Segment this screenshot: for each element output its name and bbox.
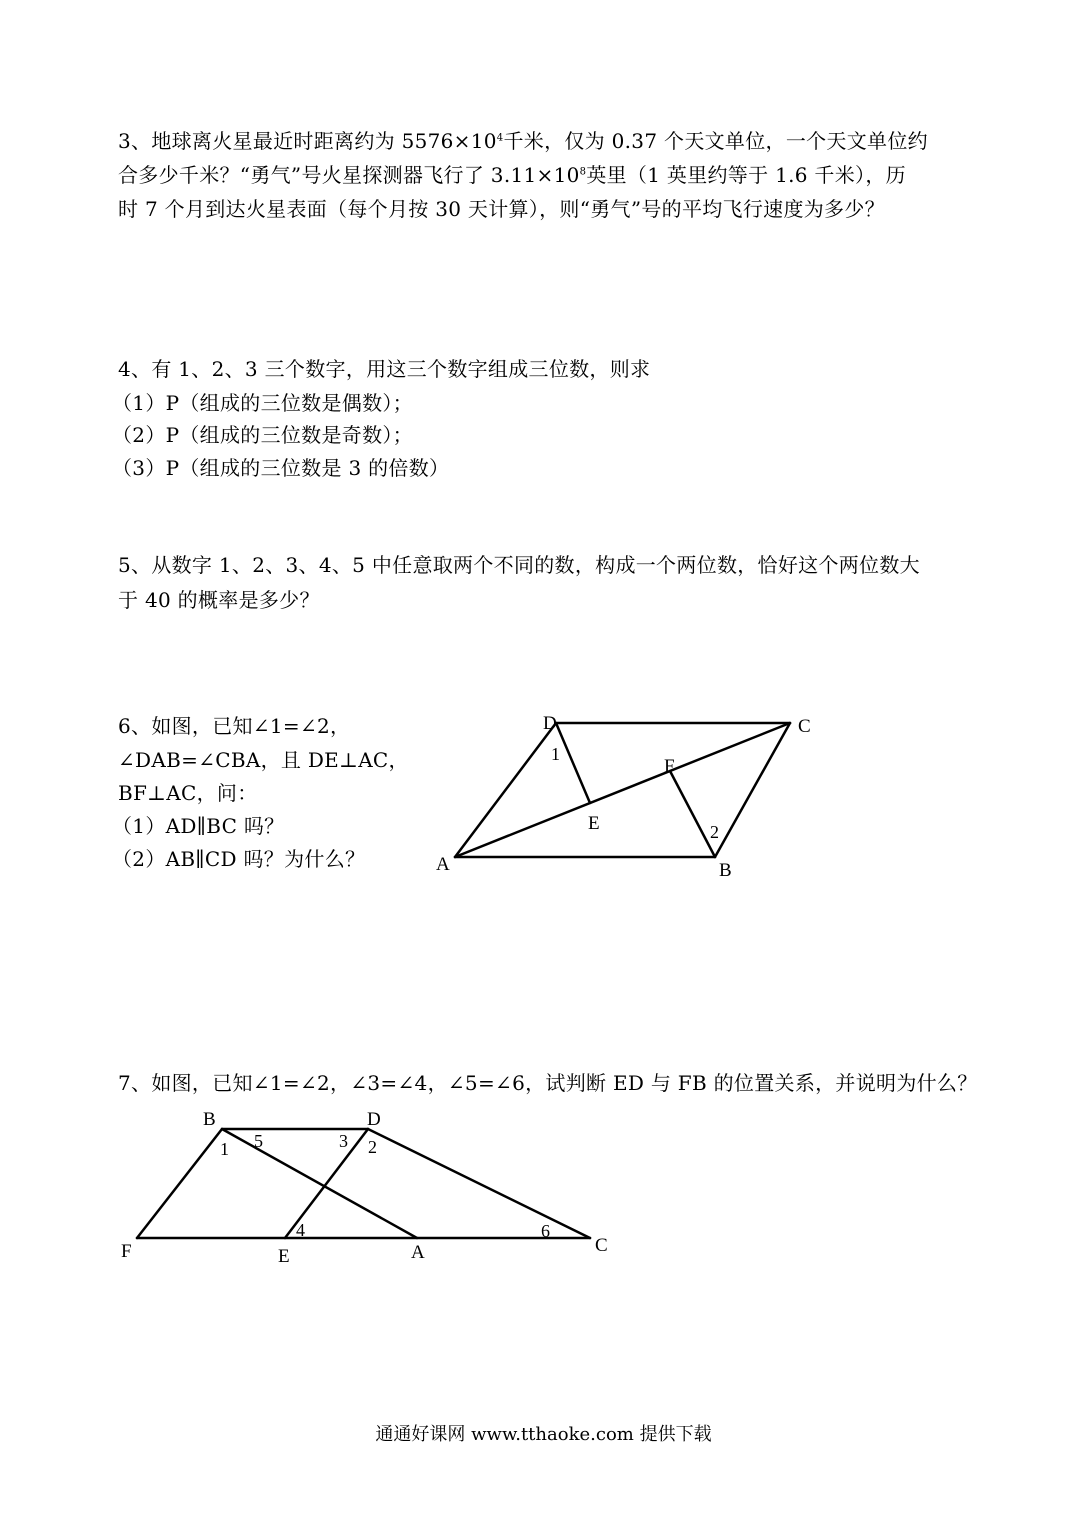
q6-label-F: F	[664, 756, 675, 777]
q6-label-B: B	[719, 860, 732, 881]
q3-line-2-b: 英里（1 英里约等于 1.6 千米），历	[586, 163, 906, 187]
q6-label-A: A	[436, 854, 450, 875]
q7-label-angle-4: 4	[296, 1220, 305, 1240]
q4-part-1: （1）P（组成的三位数是偶数）；	[112, 391, 413, 415]
q6-segment-BF	[670, 771, 715, 857]
q6-part-2: （2）AB∥CD 吗？为什么？	[112, 847, 366, 871]
q7-figure	[137, 1129, 590, 1238]
q4-part-3: （3）P（组成的三位数是 3 的倍数）	[112, 456, 450, 480]
q7-label-C: C	[595, 1235, 608, 1256]
q6-label-angle-1: 1	[551, 744, 560, 764]
page-footer: 通通好课网 www.tthaoke.com 提供下载	[375, 1424, 712, 1445]
q7-label-A: A	[411, 1242, 425, 1263]
q4-stem: 4、有 1、2、3 三个数字，用这三个数字组成三位数，则求	[118, 357, 651, 381]
q6-figure	[455, 723, 790, 857]
q6-label-C: C	[798, 716, 811, 737]
q7-label-angle-2: 2	[368, 1137, 377, 1157]
q6-segment-DE	[556, 723, 590, 803]
q7-label-D: D	[367, 1109, 381, 1130]
q7-label-angle-6: 6	[541, 1221, 550, 1241]
q5-line-1: 5、从数字 1、2、3、4、5 中任意取两个不同的数，构成一个两位数，恰好这个两位数大	[118, 553, 920, 577]
q6-label-E: E	[588, 813, 600, 834]
q6-line-3: BF⊥AC，问：	[118, 781, 258, 805]
q6-label-D: D	[543, 713, 557, 734]
q7-label-B: B	[203, 1109, 216, 1130]
q4-part-2: （2）P（组成的三位数是奇数）；	[112, 423, 413, 447]
q7-label-angle-1: 1	[220, 1139, 229, 1159]
q7-segment-FB	[137, 1129, 222, 1238]
q3-exp-8: 8	[579, 166, 587, 178]
q6-label-angle-2: 2	[710, 822, 719, 842]
q3-line-3: 时 7 个月到达火星表面（每个月按 30 天计算），则“勇气”号的平均飞行速度为多少？	[118, 197, 885, 221]
q3-exp-4: 4	[496, 132, 504, 144]
q7-label-F: F	[121, 1241, 132, 1262]
q6-part-1: （1）AD∥BC 吗？	[112, 814, 285, 838]
q7-stem: 7、如图，已知∠1=∠2，∠3=∠4，∠5=∠6，试判断 ED 与 FB 的位置关系，并说明为什么？	[118, 1071, 978, 1095]
q6-line-2: ∠DAB=∠CBA，且 DE⊥AC，	[118, 748, 409, 772]
q7-label-E: E	[278, 1246, 290, 1267]
q3-line-1-b: 千米，仅为 0.37 个天文单位，一个天文单位约	[503, 129, 928, 153]
q7-segment-BA	[222, 1129, 417, 1238]
q3-line-2-a: 合多少千米？“勇气”号火星探测器飞行了 3.11×10	[118, 163, 580, 187]
q6-line-1: 6、如图，已知∠1=∠2，	[118, 714, 351, 738]
q7-segment-DC	[368, 1129, 590, 1238]
q3-line-1-a: 3、地球离火星最近时距离约为 5576×10	[118, 129, 497, 153]
q5-line-2: 于 40 的概率是多少？	[118, 588, 320, 612]
q6-segment-BC	[715, 723, 790, 857]
q7-label-angle-5: 5	[254, 1131, 263, 1151]
q7-label-angle-3: 3	[339, 1131, 348, 1151]
